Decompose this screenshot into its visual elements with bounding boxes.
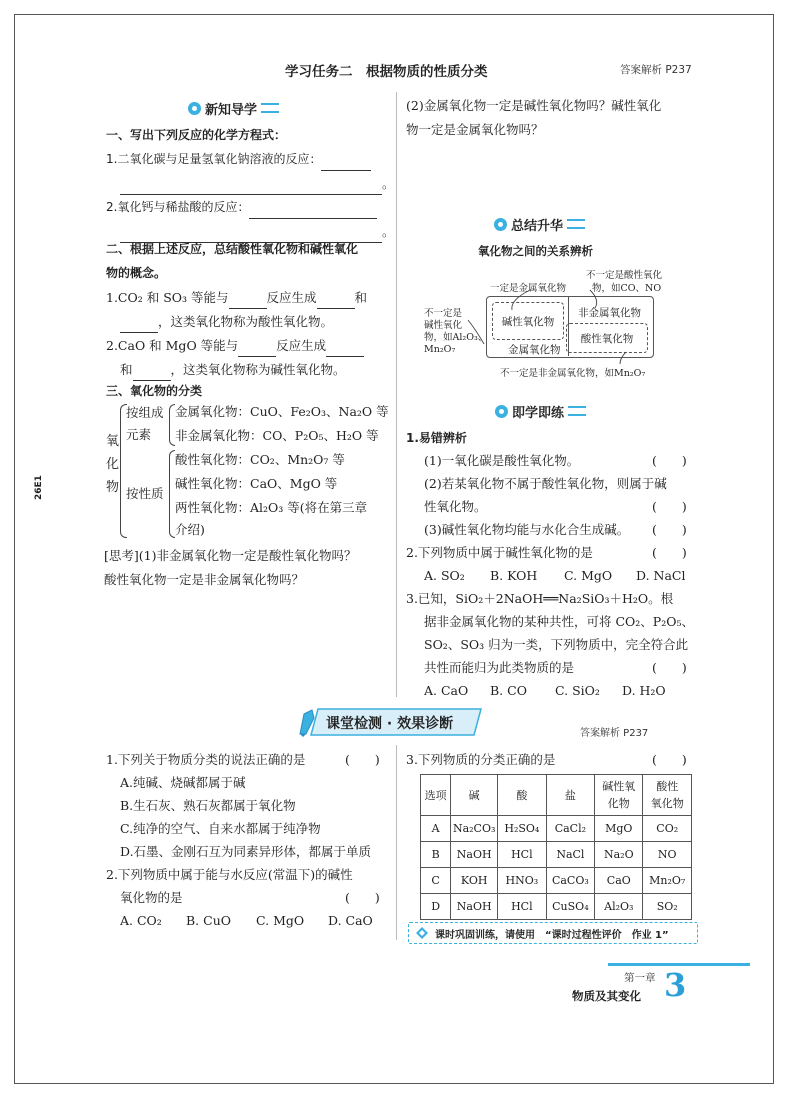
table-row — [421, 894, 692, 920]
tree-branch-composition — [126, 402, 164, 446]
table-row — [421, 816, 692, 842]
period: 。 — [382, 224, 395, 239]
banner-box — [310, 708, 482, 736]
section-header-summary — [494, 213, 585, 235]
homework-note — [408, 922, 698, 944]
table-cell: Mn₂O₇ — [643, 868, 692, 894]
text: ，这类氧化物称为碱性氧化物。 — [170, 362, 346, 377]
root-char: 氧 — [106, 434, 120, 449]
basic-oxide-box: 碱性氧化物 — [492, 302, 564, 340]
question-1-heading: 一、写出下列反应的化学方程式： — [106, 128, 287, 142]
note-acidic-not-nonmetal: 不一定是非金属氧化物，如Mn₂O₇ — [500, 368, 646, 379]
root-char: 化 — [106, 457, 120, 472]
tree-leaf-nonmetal-oxide: 非金属氧化物：CO、P₂O₅、H₂O 等 — [175, 428, 379, 443]
table-cell: NO — [643, 842, 692, 868]
period: 。 — [382, 176, 395, 191]
table-cell: C — [421, 868, 451, 894]
practice-1-2: (2)若某氧化物不属于酸性氧化物，则属于碱 — [424, 476, 667, 491]
answer-blank[interactable] — [238, 341, 276, 357]
test-question-2-cont: 氧化物的是 — [120, 890, 183, 905]
table-cell: CO₂ — [643, 816, 692, 842]
practice-2-option-a[interactable]: A. SO₂ — [424, 568, 465, 583]
tree-leaf-basic-oxide: 碱性氧化物：CaO、MgO 等 — [175, 476, 338, 491]
diagram-arrows — [420, 260, 680, 380]
table-cell: KOH — [451, 868, 498, 894]
section-label: 即学即练 — [512, 405, 565, 421]
answer-blank[interactable] — [321, 155, 371, 171]
arrow-curve — [620, 352, 626, 364]
think-question-2-cont: 物一定是金属氧化物吗？ — [406, 122, 544, 137]
section-header-practice — [495, 400, 586, 422]
practice-2-option-c[interactable]: C. MgO — [564, 568, 613, 583]
table-cell: D — [421, 894, 451, 920]
tree-leaf-metal-oxide: 金属氧化物：CuO、Fe₂O₃、Na₂O 等 — [175, 404, 389, 419]
practice-3-line3: SO₂、SO₃ 归为一类，下列物质中，完全符合此 — [424, 637, 689, 652]
page-number: 3 — [664, 966, 687, 1004]
tree-branch-property: 按性质 — [126, 486, 164, 501]
table-cell: HCl — [498, 894, 546, 920]
decor-lines-icon — [261, 103, 279, 113]
question-2-heading-line1: 二、根据上述反应，总结酸性氧化物和碱性氧化 — [106, 242, 359, 256]
table-cell: MgO — [595, 816, 643, 842]
answer-blank[interactable] — [120, 317, 158, 333]
text: ，这类氧化物称为酸性氧化物。 — [158, 314, 334, 329]
table-cell: A — [421, 816, 451, 842]
answer-paren[interactable]: ( ) — [652, 545, 687, 560]
section-header-new-knowledge — [188, 97, 279, 119]
table-cell: SO₂ — [643, 894, 692, 920]
bullet-icon — [494, 218, 507, 231]
answer-reference: 答案解析 P237 — [620, 64, 692, 76]
header-line: 化物 — [607, 797, 630, 810]
diagram-title: 氧化物之间的关系辨析 — [478, 244, 593, 258]
practice-3-option-c[interactable]: C. SiO₂ — [555, 683, 600, 698]
answer-blank[interactable] — [120, 179, 382, 195]
text: 2.CaO 和 MgO 等能与 — [106, 338, 239, 353]
practice-3-option-a[interactable]: A. CaO — [424, 683, 469, 698]
question-2-1-line2 — [120, 310, 333, 333]
question-2-heading-line2: 物的概念。 — [106, 266, 167, 280]
note-line: Mn₂O₇ — [424, 344, 456, 355]
note-line: 物，如Al₂O₃、 — [424, 332, 488, 343]
table-cell: CaCO₃ — [546, 868, 595, 894]
table-header — [595, 775, 643, 816]
question-1-1 — [106, 148, 371, 171]
answer-paren[interactable]: ( ) — [652, 522, 687, 537]
test-1-option-a[interactable]: A.纯碱、烧碱都属于碱 — [120, 775, 246, 790]
text: 反应生成 — [276, 338, 327, 353]
page-title: 学习任务二 根据物质的性质分类 — [285, 64, 488, 80]
text: 和 — [120, 362, 133, 377]
metal-oxide-label: 金属氧化物 — [508, 344, 561, 356]
tree-leaf-acidic-oxide: 酸性氧化物：CO₂、Mn₂O₇ 等 — [175, 452, 345, 467]
arrow-curve — [512, 290, 530, 310]
question-2-1-line1 — [106, 286, 367, 309]
branch-label-line: 元素 — [126, 427, 152, 442]
table-row — [421, 868, 692, 894]
test-2-option-a[interactable]: A. CO₂ — [120, 913, 162, 928]
tree-leaf-amphoteric-oxide: 两性氧化物：Al₂O₃ 等(将在第三章 — [175, 500, 368, 515]
test-question-1: 1.下列关于物质分类的说法正确的是 — [106, 752, 306, 767]
answer-blank[interactable] — [229, 293, 267, 309]
section-label: 新知导学 — [205, 102, 258, 118]
table-cell: CuSO₄ — [546, 894, 595, 920]
decor-lines-icon — [567, 219, 585, 229]
question-2-2-line2 — [120, 358, 346, 381]
answer-paren[interactable]: ( ) — [652, 752, 687, 767]
table-header: 碱 — [451, 775, 498, 816]
practice-2-option-b[interactable]: B. KOH — [490, 568, 538, 583]
table-cell: HNO₃ — [498, 868, 546, 894]
footer-chapter: 第一章 — [624, 972, 656, 984]
arrow-curve — [468, 320, 484, 344]
diamond-icon — [415, 926, 429, 940]
table-cell: NaCl — [546, 842, 595, 868]
arrow-curve — [590, 290, 597, 308]
header-line: 碱性氧 — [602, 780, 636, 793]
table-row — [421, 842, 692, 868]
classification-table — [420, 774, 692, 920]
header-line: 氧化物 — [650, 797, 684, 810]
note-nonmetal-not-acidic-1: 不一定是酸性氧化 — [586, 270, 663, 281]
column-divider — [396, 92, 397, 697]
table-header — [643, 775, 692, 816]
answer-blank[interactable] — [249, 203, 377, 219]
branch-label-line: 按组成 — [126, 405, 164, 420]
footer-chapter-title: 物质及其变化 — [572, 989, 641, 1003]
answer-blank[interactable] — [133, 365, 171, 381]
question-text: 2.氧化钙与稀盐酸的反应： — [106, 200, 250, 214]
table-header: 选项 — [421, 775, 451, 816]
test-2-option-b[interactable]: B. CuO — [186, 913, 231, 928]
section-label: 总结升华 — [511, 218, 564, 234]
practice-1-2-cont: 性氧化物。 — [424, 499, 487, 514]
tree-leaf-amphoteric-oxide-cont: 介绍) — [175, 522, 205, 537]
note-line: 不一定是 — [424, 308, 463, 319]
text: 和 — [354, 290, 368, 305]
test-1-option-c[interactable]: C.纯净的空气、自来水都属于纯净物 — [120, 821, 321, 836]
practice-2: 2.下列物质中属于碱性氧化物的是 — [406, 545, 593, 560]
table-cell: B — [421, 842, 451, 868]
table-cell: NaOH — [451, 894, 498, 920]
test-question-3: 3.下列物质的分类正确的是 — [406, 752, 556, 767]
test-1-option-d[interactable]: D.石墨、金刚石互为同素异形体，都属于单质 — [120, 844, 372, 859]
question-text: 1.二氧化碳与足量氢氧化钠溶液的反应： — [106, 152, 322, 166]
practice-3-line4: 共性而能归为此类物质的是 — [424, 660, 575, 675]
table-cell: HCl — [498, 842, 546, 868]
header-line: 酸性 — [656, 780, 679, 793]
table-cell: H₂SO₄ — [498, 816, 546, 842]
practice-3-option-d[interactable]: D. H₂O — [622, 683, 666, 698]
table-cell: Na₂CO₃ — [451, 816, 498, 842]
answer-line-row — [120, 172, 395, 195]
test-question-2: 2.下列物质中属于能与水反应(常温下)的碱性 — [106, 867, 353, 882]
test-2-option-d[interactable]: D. CaO — [328, 913, 373, 928]
table-cell: Na₂O — [595, 842, 643, 868]
bullet-icon — [188, 102, 201, 115]
note-nonmetal-not-acidic-2: 物，如CO、NO — [592, 283, 662, 294]
table-header-row — [421, 775, 692, 816]
banner-answer-reference: 答案解析 P237 — [580, 728, 649, 739]
think-question-2: (2)金属氧化物一定是碱性氧化物吗？碱性氧化 — [406, 98, 662, 113]
answer-blank[interactable] — [326, 341, 364, 357]
table-cell: Al₂O₃ — [595, 894, 643, 920]
question-1-2 — [106, 196, 377, 219]
bullet-icon — [495, 405, 508, 418]
table-cell: NaOH — [451, 842, 498, 868]
practice-1-1: (1)一氧化碳是酸性氧化物。 — [424, 453, 580, 468]
root-char: 物 — [106, 480, 120, 495]
answer-paren[interactable]: ( ) — [652, 453, 687, 468]
practice-1-heading: 1.易错辨析 — [406, 431, 467, 445]
text: 1.CO₂ 和 SO₃ 等能与 — [106, 290, 229, 305]
acidic-oxide-box: 酸性氧化物 — [566, 323, 648, 353]
answer-blank[interactable] — [317, 293, 355, 309]
homework-text: 课时巩固训练，请使用 “课时过程性评价 作业 1” — [435, 929, 669, 941]
answer-paren[interactable]: ( ) — [652, 660, 687, 675]
table-cell: CaCl₂ — [546, 816, 595, 842]
table-header: 酸 — [498, 775, 546, 816]
note-line: 碱性氧化 — [424, 320, 463, 331]
think-question-1-cont: 酸性氧化物一定是非金属氧化物吗？ — [104, 572, 305, 587]
side-code: 26E1 — [34, 475, 44, 500]
question-3-heading: 三、氧化物的分类 — [106, 384, 203, 398]
banner-title: 课堂检测 · 效果诊断 — [326, 716, 454, 732]
answer-paren[interactable]: ( ) — [345, 890, 380, 905]
table-cell: CaO — [595, 868, 643, 894]
practice-3-option-b[interactable]: B. CO — [490, 683, 527, 698]
text: 反应生成 — [266, 290, 317, 305]
practice-1-3: (3)碱性氧化物均能与水化合生成碱。 — [424, 522, 630, 537]
test-1-option-b[interactable]: B.生石灰、熟石灰都属于氧化物 — [120, 798, 296, 813]
note-basic-is-metal: 一定是金属氧化物 — [490, 283, 567, 294]
decor-lines-icon — [568, 406, 586, 416]
practice-3-line1: 3.已知，SiO₂＋2NaOH══Na₂SiO₃＋H₂O。根 — [406, 591, 674, 606]
practice-3-line2: 据非金属氧化物的某种共性，可将 CO₂、P₂O₅、 — [424, 614, 694, 629]
think-question-1: [思考](1)非金属氧化物一定是酸性氧化物吗？ — [104, 548, 357, 563]
answer-paren[interactable]: ( ) — [652, 499, 687, 514]
column-divider-lower — [396, 745, 397, 940]
practice-2-option-d[interactable]: D. NaCl — [636, 568, 686, 583]
nonmetal-oxide-label: 非金属氧化物 — [578, 307, 641, 319]
question-2-2-line1 — [106, 334, 364, 357]
answer-paren[interactable]: ( ) — [345, 752, 380, 767]
table-header: 盐 — [546, 775, 595, 816]
test-2-option-c[interactable]: C. MgO — [256, 913, 305, 928]
